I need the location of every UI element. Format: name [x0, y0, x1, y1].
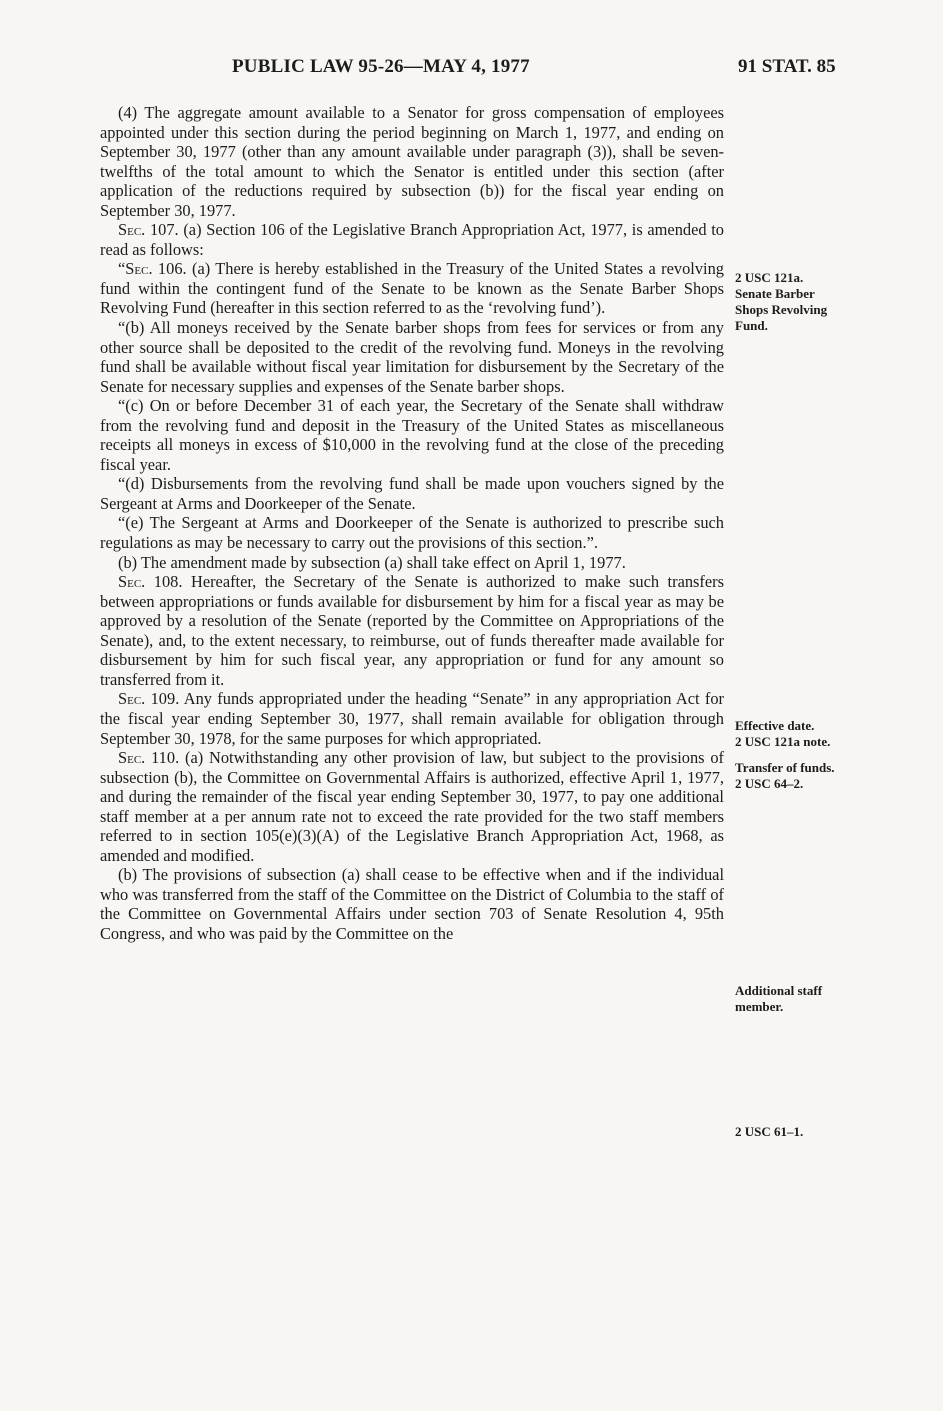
page-header-title: PUBLIC LAW 95-26—MAY 4, 1977 — [232, 56, 530, 77]
margin-note-line: Effective date. — [735, 718, 815, 733]
section-106-a: “Sec. 106. (a) There is hereby established in the Treasury of the United States a revolving fund within the contingent fund of the Senate to be known as the Senate Barber Shops Revolving Fund (hereafter in this section referred to as the ‘revolving fund’). — [100, 259, 724, 318]
paragraph-4-aggregate-amount: (4) The aggregate amount available to a Senator for gross compensation of employees appointed under this section during the period beginning on March 1, 1977, and ending on September 30, 1977 (other than any amount available under paragraph (3)), shall be seven-twelfths of the total amount to which the Senator is entitled under this section (after application of the reductions required by subsection (b)) for the fiscal year ending on September 30, 1977. — [100, 103, 724, 220]
margin-note-line: Shops Revolving — [735, 302, 828, 317]
margin-note-additional-staff — [735, 983, 865, 1015]
margin-note-senate-barber-fund — [735, 270, 865, 334]
main-text-column — [100, 103, 724, 944]
margin-note-transfer-of-funds — [735, 760, 865, 792]
section-110-b: (b) The provisions of subsection (a) shall cease to be effective when and if the individual who was transferred from the staff of the Committee on the District of Columbia to the staff of the Committee on Governmental Affairs under section 703 of Senate Resolution 4, 95th Congress, and who was paid by the Committee on the — [100, 865, 724, 943]
section-106-e: “(e) The Sergeant at Arms and Doorkeeper of the Senate is authorized to prescribe such regulations as may be necessary to carry out the provisions of this section.”. — [100, 513, 724, 553]
margin-note-line: Transfer of funds. — [735, 760, 835, 775]
margin-note-effective-date — [735, 718, 865, 750]
margin-note-line: Senate Barber — [735, 286, 815, 301]
margin-note-line: 2 USC 64–2. — [735, 776, 804, 791]
section-110-a: Sec. 110. (a) Notwithstanding any other provision of law, but subject to the provisions of subsection (b), the Committee on Governmental Affairs is authorized, effective April 1, 1977, and during the remainder of the fiscal year ending September 30, 1977, to pay one additional staff member at a per annum rate not to exceed the rate provided for the two staff members referred to in section 105(e)(3)(A) of the Legislative Branch Appropriation Act, 1968, as amended and modified. — [100, 748, 724, 865]
margin-note-line: member. — [735, 999, 784, 1014]
margin-note-line: 2 USC 61–1. — [735, 1124, 804, 1139]
margin-note-2-usc-61-1 — [735, 1124, 865, 1140]
page-header-stat-number: 91 STAT. 85 — [738, 56, 836, 77]
margin-note-line: 2 USC 121a note. — [735, 734, 831, 749]
section-106-c: “(c) On or before December 31 of each year, the Secretary of the Senate shall withdraw from the revolving fund and deposit in the Treasury of the United States as miscellaneous receipts all moneys in excess of $10,000 in the revolving fund at the close of the preceding fiscal year. — [100, 396, 724, 474]
section-106-d: “(d) Disbursements from the revolving fund shall be made upon vouchers signed by the Sergeant at Arms and Doorkeeper of the Senate. — [100, 474, 724, 513]
margin-note-line: Fund. — [735, 318, 768, 333]
margin-note-line: Additional staff — [735, 983, 823, 998]
section-109: Sec. 109. Any funds appropriated under the heading “Senate” in any appropriation Act for the fiscal year ending September 30, 1977, shall remain available for obligation through September 30, 1978, for the same purposes for which appropriated. — [100, 689, 724, 748]
section-107-b: (b) The amendment made by subsection (a) shall take effect on April 1, 1977. — [118, 552, 626, 572]
section-108: Sec. 108. Hereafter, the Secretary of the Senate is authorized to make such transfers between appropriations or funds available for disbursement by him for a fiscal year as may be approved by a resolution of the Senate (reported by the Committee on Appropriations of the Senate), and, to the extent necessary, to reimburse, out of funds thereafter made available for disbursement by him for such fiscal year, any appropriation or fund for any amount so transferred from it. — [100, 572, 724, 689]
section-106-b: “(b) All moneys received by the Senate barber shops from fees for services or from any other source shall be deposited to the credit of the revolving fund. Moneys in the revolving fund shall be available without fiscal year limitation for disbursement by the Secretary of the Senate for necessary supplies and expenses of the Senate barber shops. — [100, 318, 724, 396]
margin-note-line: 2 USC 121a. — [735, 270, 804, 285]
section-107: Sec. 107. (a) Section 106 of the Legislative Branch Appropriation Act, 1977, is amended to read as follows: — [100, 220, 724, 259]
